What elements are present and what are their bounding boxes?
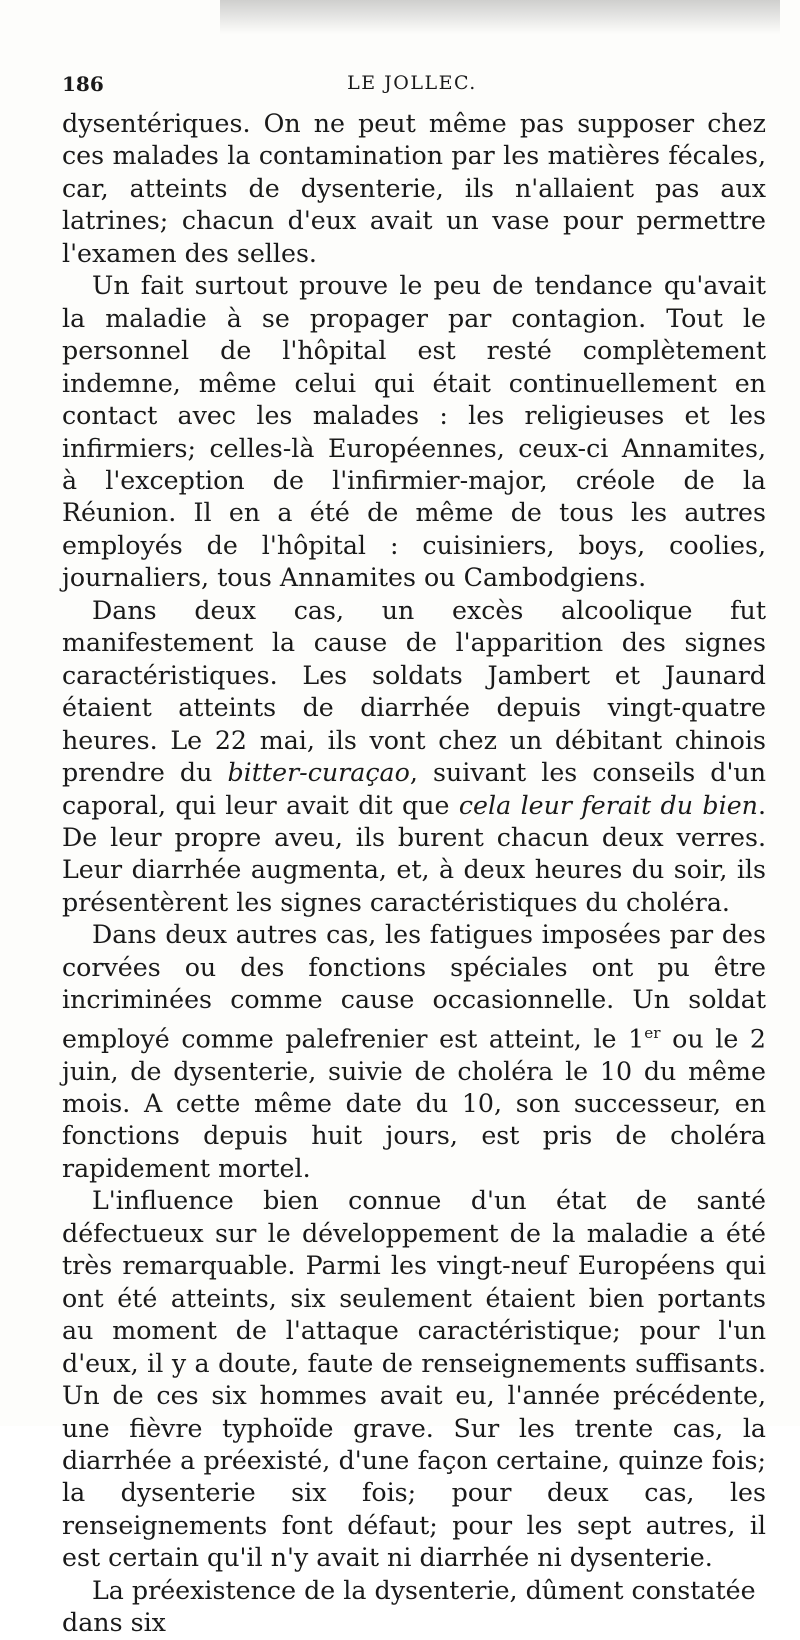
ordinal-superscript: er (644, 1023, 661, 1042)
paragraph-4-text-b: ou le 2 juin, de dysenterie, suivie de choléra le 10 du même mois. A cette même date du 10, son successeur, en fonctions depuis huit jours, est pris de choléra rapidement mortel. (62, 1024, 766, 1183)
paragraph-2: Un fait surtout prouve le peu de tendance qu'avait la maladie à se propager par contagion. Tout le personnel de l'hôpital est resté complètement indemne, même celui qui était continuellement en contact avec les malades : les religieuses et les infirmiers; celles-là Européennes, ceux-ci Annamites, à l'exception de l'infirmier-major, créole de la Réunion. Il en a été de même de tous les autres employés de l'hôpital : cuisiniers, boys, coolies, journaliers, tous Annamites ou Cambodgiens. (62, 271, 766, 593)
paragraph-3-text-a: Dans deux cas, un excès alcoolique fut manifestement la cause de l'apparition des signes caractéristiques. Les soldats Jambert et Jaunard étaient atteints de diarrhée depuis vingt-quatre heures. Le 22 mai, ils vont chez un débitant chinois prendre du (62, 595, 766, 788)
paragraph-4 (62, 919, 766, 1185)
paragraph-4-text-a: Dans deux autres cas, les fatigues imposées par des corvées ou des fonctions spéciales ont pu être incriminées comme cause occasionnelle. Un soldat employé comme palefrenier est atteint, le 1 (62, 920, 766, 1054)
running-head (62, 72, 762, 102)
paragraph-3 (62, 595, 766, 920)
paragraph-1: dysentériques. On ne peut même pas supposer chez ces malades la contamination par les matières fécales, car, atteints de dysenterie, ils n'allaient pas aux latrines; chacun d'eux avait un vase pour permettre l'examen des selles. (62, 109, 766, 268)
running-title: LE JOLLEC. (347, 72, 477, 94)
scan-smudge (220, 0, 780, 34)
body-text (62, 108, 766, 1640)
paragraph-6: La préexistence de la dysenterie, dûment constatée dans six (62, 1575, 756, 1638)
italic-quote: cela leur ferait du bien (458, 790, 758, 820)
paragraph-3-text-e: . De leur propre aveu, ils burent chacun deux verres. Leur diarrhée augmenta, et, à deux heures du soir, ils présentèrent les signes caractéristiques du choléra. (62, 790, 766, 917)
paragraph-3-text-c: , suivant les conseils d'un caporal, qui leur avait dit que (62, 758, 767, 820)
italic-bitter-curacao: bitter-curaçao (227, 758, 410, 788)
page-number: 186 (62, 72, 104, 96)
paragraph-5: L'influence bien connue d'un état de santé défectueux sur le développement de la maladie a été très remarquable. Parmi les vingt-neuf Européens qui ont été atteints, six seulement étaient bien portants au moment de l'attaque caractéristique; pour l'un d'eux, il y a doute, faute de renseignements suffisants. Un de ces six hommes avait eu, l'année précédente, une fièvre typhoïde grave. Sur les trente cas, la diarrhée a préexisté, d'une façon certaine, quinze fois; la dysenterie six fois; pour deux cas, les renseignements font défaut; pour les sept autres, il est certain qu'il n'y avait ni diarrhée ni dysenterie. (62, 1186, 766, 1573)
